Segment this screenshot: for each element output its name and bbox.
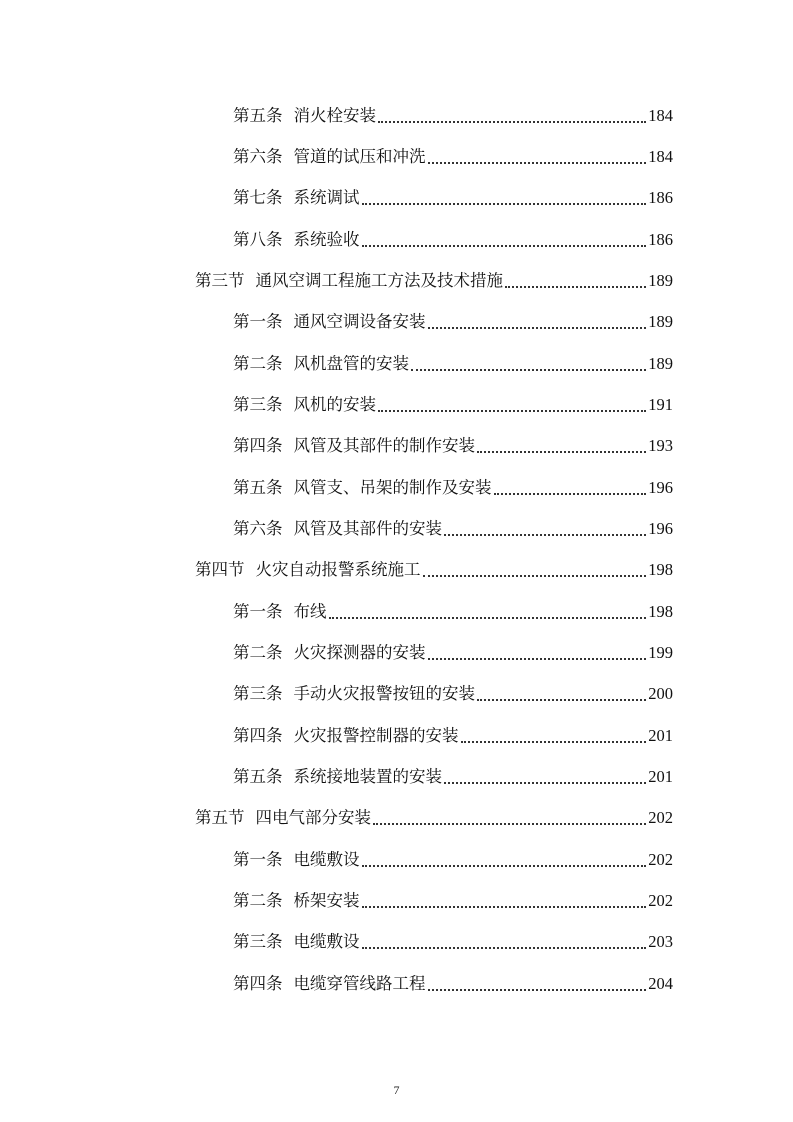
- toc-dot-leader: [423, 561, 647, 577]
- toc-entry-title: 风机的安装: [293, 395, 376, 414]
- toc-dot-leader: [444, 520, 646, 536]
- toc-entry-title: 电缆敷设: [293, 932, 360, 951]
- toc-entry[interactable]: [233, 339, 673, 375]
- toc-entry[interactable]: [233, 132, 673, 168]
- toc-entry-title: 布线: [293, 602, 327, 621]
- toc-dot-leader: [477, 685, 646, 701]
- toc-dot-leader: [428, 313, 647, 329]
- toc-entry-title: 风管及其部件的安装: [293, 519, 442, 538]
- toc-entry[interactable]: [233, 215, 673, 251]
- toc-entry-title: 消火栓安装: [293, 106, 376, 125]
- toc-dot-leader: [362, 851, 647, 867]
- toc-entry[interactable]: [233, 91, 673, 127]
- toc-dot-leader: [378, 107, 646, 123]
- toc-entry-page: 193: [648, 436, 673, 455]
- toc-entry-label: [233, 229, 360, 251]
- toc-entry-page: 196: [648, 478, 673, 497]
- toc-entry-page: 189: [648, 354, 673, 373]
- toc-entry-label: [195, 270, 503, 292]
- toc-entry[interactable]: [233, 380, 673, 416]
- toc-entry-label: [233, 146, 426, 168]
- toc-entry[interactable]: [233, 463, 673, 499]
- toc-section-title: 通风空调工程施工方法及技术措施: [255, 271, 503, 290]
- toc-entry-title: 系统调试: [293, 188, 360, 207]
- toc-entry-number: 第四条: [233, 436, 283, 455]
- toc-entry-label: [233, 931, 360, 953]
- toc-entry-label: [233, 766, 442, 788]
- toc-entry-number: 第五条: [233, 767, 283, 786]
- toc-entry-label: [233, 105, 376, 127]
- toc-entry-number: 第三条: [233, 684, 283, 703]
- toc-entry[interactable]: [233, 504, 673, 540]
- toc-section-title: 火灾自动报警系统施工: [255, 560, 421, 579]
- toc-entry-page: 191: [648, 395, 673, 414]
- toc-section-entry[interactable]: [195, 545, 673, 581]
- toc-entry-label: [233, 187, 360, 209]
- toc-entry-page: 201: [648, 767, 673, 786]
- toc-section-entry[interactable]: [195, 256, 673, 292]
- toc-entry-page: 189: [648, 271, 673, 290]
- toc-dot-leader: [428, 148, 647, 164]
- toc-entry-number: 第四条: [233, 974, 283, 993]
- toc-section-entry[interactable]: [195, 793, 673, 829]
- toc-entry[interactable]: [233, 917, 673, 953]
- toc-entry-number: 第五条: [233, 106, 283, 125]
- toc-entry-title: 火灾探测器的安装: [293, 643, 426, 662]
- toc-dot-leader: [411, 355, 646, 371]
- toc-entry-label: [233, 849, 360, 871]
- toc-dot-leader: [428, 644, 647, 660]
- page-number: 7: [393, 1083, 400, 1097]
- toc-entry-title: 管道的试压和冲洗: [293, 147, 426, 166]
- toc-entry-number: 第四条: [233, 726, 283, 745]
- toc-entry-title: 火灾报警控制器的安装: [293, 726, 459, 745]
- toc-entry-label: [233, 890, 360, 912]
- toc-entry-label: [233, 601, 327, 623]
- toc-entry[interactable]: [233, 835, 673, 871]
- toc-entry-label: [233, 725, 459, 747]
- toc-entry-number: 第六条: [233, 519, 283, 538]
- toc-dot-leader: [373, 809, 646, 825]
- toc-entry-page: 186: [648, 188, 673, 207]
- toc-section-number: 第五节: [195, 808, 245, 827]
- toc-entry-label: [233, 477, 492, 499]
- toc-entry-number: 第二条: [233, 354, 283, 373]
- toc-entry[interactable]: [233, 669, 673, 705]
- toc-entry-title: 电缆敷设: [293, 850, 360, 869]
- toc-entry-number: 第七条: [233, 188, 283, 207]
- toc-entry-title: 系统接地装置的安装: [293, 767, 442, 786]
- toc-entry-label: [233, 518, 442, 540]
- toc-entry-page: 184: [648, 106, 673, 125]
- toc-dot-leader: [362, 892, 647, 908]
- toc-section-title: 四电气部分安装: [255, 808, 371, 827]
- page-number-footer: [0, 1083, 793, 1098]
- toc-entry-page: 204: [648, 974, 673, 993]
- toc-entry-page: 202: [648, 850, 673, 869]
- toc-dot-leader: [505, 272, 646, 288]
- toc-entry-title: 系统验收: [293, 230, 360, 249]
- toc-section-number: 第四节: [195, 560, 245, 579]
- toc-entry-title: 风机盘管的安装: [293, 354, 409, 373]
- toc-entry-title: 风管及其部件的制作安装: [293, 436, 475, 455]
- toc-entry[interactable]: [233, 173, 673, 209]
- toc-dot-leader: [329, 603, 647, 619]
- toc-dot-leader: [428, 975, 647, 991]
- toc-entry-number: 第二条: [233, 891, 283, 910]
- toc-entry-page: 201: [648, 726, 673, 745]
- toc-entry-title: 风管支、吊架的制作及安装: [293, 478, 492, 497]
- toc-dot-leader: [461, 727, 647, 743]
- toc-entry-page: 196: [648, 519, 673, 538]
- toc-entry-number: 第五条: [233, 478, 283, 497]
- toc-entry-label: [233, 642, 426, 664]
- toc-entry-title: 通风空调设备安装: [293, 312, 426, 331]
- toc-entry-page: 189: [648, 312, 673, 331]
- toc-dot-leader: [477, 437, 646, 453]
- toc-entry[interactable]: [233, 297, 673, 333]
- toc-dot-leader: [362, 189, 647, 205]
- toc-entry-label: [233, 394, 376, 416]
- toc-section-number: 第三节: [195, 271, 245, 290]
- toc-entry-page: 199: [648, 643, 673, 662]
- toc-entry-label: [233, 973, 426, 995]
- toc-entry-page: 200: [648, 684, 673, 703]
- toc-entry-title: 桥架安装: [293, 891, 360, 910]
- toc-entry-label: [195, 559, 421, 581]
- toc-dot-leader: [362, 933, 647, 949]
- toc-entry-number: 第一条: [233, 312, 283, 331]
- toc-dot-leader: [444, 768, 646, 784]
- toc-entry[interactable]: [233, 959, 673, 995]
- toc-entry-page: 203: [648, 932, 673, 951]
- toc-entry[interactable]: [233, 628, 673, 664]
- toc-entry-title: 手动火灾报警按钮的安装: [293, 684, 475, 703]
- toc-entry[interactable]: [233, 752, 673, 788]
- toc-entry-page: 198: [648, 602, 673, 621]
- toc-entry-page: 186: [648, 230, 673, 249]
- toc-entry-label: [233, 311, 426, 333]
- toc-entry[interactable]: [233, 587, 673, 623]
- toc-entry[interactable]: [233, 711, 673, 747]
- toc-dot-leader: [378, 396, 646, 412]
- toc-entry-page: 184: [648, 147, 673, 166]
- toc-entry-number: 第三条: [233, 395, 283, 414]
- toc-entry-page: 198: [648, 560, 673, 579]
- toc-entry-label: [233, 353, 409, 375]
- toc-entry-page: 202: [648, 808, 673, 827]
- toc-dot-leader: [362, 231, 647, 247]
- toc-entry-number: 第一条: [233, 602, 283, 621]
- toc-entry-label: [195, 807, 371, 829]
- toc-entry-page: 202: [648, 891, 673, 910]
- toc-entry-number: 第八条: [233, 230, 283, 249]
- toc-entry-number: 第三条: [233, 932, 283, 951]
- toc-entry-label: [233, 683, 475, 705]
- toc-entry[interactable]: [233, 421, 673, 457]
- toc-entry-number: 第一条: [233, 850, 283, 869]
- toc-entry-title: 电缆穿管线路工程: [293, 974, 426, 993]
- toc-entry-number: 第二条: [233, 643, 283, 662]
- toc-dot-leader: [494, 479, 647, 495]
- toc-entry[interactable]: [233, 876, 673, 912]
- toc-entry-label: [233, 435, 475, 457]
- toc-entry-number: 第六条: [233, 147, 283, 166]
